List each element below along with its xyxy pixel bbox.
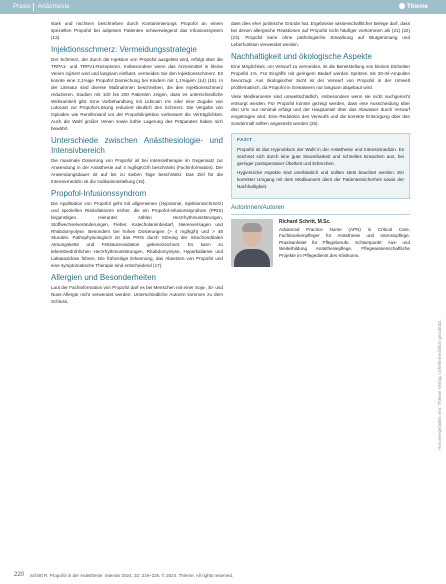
author-info [279, 219, 410, 267]
section-tag: Praxis [13, 4, 31, 10]
footer-citation: Schritt R. Propofol in der Anästhesie. Intensiv 2024; 32: 219–226. © 2024. Thieme. All rights reserved. [30, 573, 234, 578]
publisher-logo [399, 3, 428, 10]
divider [231, 214, 410, 215]
header-bar [0, 0, 446, 14]
authors-heading: Autorinnen/Autoren [231, 203, 285, 211]
left-column [51, 21, 223, 308]
section-heading: Nachhaltigkeit und ökologische Aspekte [231, 51, 372, 61]
section-heading: Unterschiede zwischen Anästhesiologie- und Intensivbereich [51, 136, 223, 155]
author-bio: Advanced Practice Nurse (APN) in Critical Care, Fachkrankenpfleger für Anästhesie und Intensivpflege, Praxisanleiter für Pflegeberufe. Schwerpunkt: Aus- und Weiterbildung Anästhesiepflege, Pflegewissenschaftliche Projekte im Pflegedienst des Klinikums. [279, 226, 410, 258]
paragraph: dass dies eher juristische Gründe hat. Ergebnisse wissenschaftlicher Belege darf, dass bei denen allergische Reaktionen auf Propofol nicht häufiger vorkommen als (21) (22) (23). Propofol kann ohne pathologische Einwirkung auf Blutgerinnung und Leberfunktion verwendet werden. [231, 21, 410, 47]
author-name: Richard Schritt, M.Sc. [279, 219, 331, 226]
side-note-text: Heruntergeladen von: Thieme Verlag. Urheberrechtlich geschützt. [437, 319, 442, 450]
summary-box [231, 133, 410, 198]
paragraph: Die Applikation von Propofol geht mit allgemeinen (Hypotonie, Injektionsschmerz) und speziellen Risikofaktoren einher, die ein Propofol-Infusionssyndrom (PRIS) begünstigen. Hierunter zählen Herzrhythmusstörungen, Stoffwechselveränderungen, Fieber, Katecholaminbedarf, Nierenversagen und Rhabdomyolyse. Besonders bei hohen Dosierungen (> 4 mg/kg/h) und > 48 Stunden. Pathophysiologisch ist das PRIS durch Störung der mitochondrialen Atmungskette und Fettsäureoxidation gekennzeichnet. Es kann zu lebensbedrohlichen Herzrhythmusstörungen, Rhabdomyolyse, Hyperkaliämie und Laktatazidose führen. Die frühzeitige Erkennung, das Absetzen von Propofol und eine symptomatische Therapie sind entscheidend (17). [51, 200, 223, 269]
summary-label: FAZIT [237, 138, 253, 144]
photo-hair [242, 223, 262, 232]
paragraph: Der Schmerz, der durch die Injektion von Propofol ausgelöst wird, erfolgt über die TRPA1- und TRPV1-Rezeptoren. Insbesondere wenn das Arzneimittel in kleine Venen injiziert wird und langsam einflutet, vermeiden Sie den Injektionsschmerz. Es konnte eine 2,1%ige Propofol Darreichung bei Kindern mit 1,1%igem (14) (15). In der Literatur sind diverse Maßnahmen beschrieben, die den Injektionsschmerz reduzieren. Studien mit 100 bis 200 Patienten zeigen, dass es unterschiedliche Wirksamkeit gibt. Eine Vorbehandlung mit Lidocain 1% oder eine Zugabe von Lidocain zur Propofol-Lösung reduziert deutlich den Schmerz. Die Vergabe von Opioiden wie Remifentanil vor der Propofolinjektion verbessert die Verträglichkeit. Auch die Wahl großer Venen sowie kühle Lagerung des Präparates haben sich bewährt. [51, 57, 223, 132]
paragraph: Viele Medikamente sind umweltschädlich, insbesondere wenn sie nicht sachgerecht entsorgt werden. Für Propofol konnte gezeigt werden, dass eine Ausscheidung über den Urin nur minimal erfolgt und der Hauptanteil über das Abwasser durch Verwurf eingetragen wird. Eine Reduktion des Verwurfs und die korrekte Entsorgung über den Sondermüll sollten angestrebt werden (25). [231, 93, 410, 127]
section-heading: Injektionsschmerz: Vermeidungsstrategie [51, 44, 197, 54]
right-column [231, 21, 410, 267]
author-block [231, 219, 410, 267]
category-tag: Anästhesie [38, 4, 70, 10]
paragraph: Eine Möglichkeit, um Verwurf zu vermeiden, ist die Bereitstellung von kleinen Einheiten Propofol 1%. Für Eingriffe mit geringem Bedarf werden Spritzen mit 20-ml-Ampullen bevorzugt. Aus ökologischer Sicht ist der Verwurf von Propofol in der Umwelt problematisch, da Propofol in Gewässern nur langsam abgebaut wird. [231, 64, 410, 90]
summary-text: Propofol ist das Hypnotikum der Wahl in der Anästhesie und Intensivmedizin. Es zeichnet sich durch eine gute Steuerbarkeit und schnelles Erwachen aus, bei geringer postoperativer Übelkeit und Erbrechen. [237, 147, 404, 166]
summary-text: Hygienische Aspekte sind unerlässlich und sollten stets beachtet werden. Ein korrekter Umgang mit dem Medikament dient der Patientensicherheit sowie der Nachhaltigkeit. [237, 169, 404, 189]
paragraph: stark und nüchtern beschrieben durch Kontaminierungs Propofol an einem speziellen Propofol bei adipösen Patienten schwerwiegend das Infusionssystem (13). [51, 21, 223, 40]
page-number: 220 [14, 572, 25, 578]
author-photo [231, 219, 273, 267]
paragraph: Laut der Fachinformation von Propofol darf es bei Menschen mit einer Soja-, Ei- und Nuss-Allergie nicht verwendet werden. Unterschiedliche Autoren kommen zu dem Schluss, [51, 285, 223, 305]
paragraph: Die maximale Dosierung von Propofol ist bei Intensivtherapie im Gegensatz zur Anwendung in der Anästhesie auf 4 mg/kgKG/h beschränkt (Fachinformation). Der Anwendungsdauer ist auf bis zu sieben Tage beschränkt. Das Ziel für die Intensivmedizin ist die Indikationsstellung (16). [51, 157, 223, 184]
side-note [437, 250, 443, 450]
section-heading: Allergien und Besonderheiten [51, 273, 156, 282]
header-divider [33, 3, 34, 11]
logo-icon [399, 3, 405, 9]
photo-body [234, 249, 270, 267]
section-heading: Propofol-Infusionssyndrom [51, 188, 147, 198]
brand-name: Thieme [406, 4, 428, 10]
